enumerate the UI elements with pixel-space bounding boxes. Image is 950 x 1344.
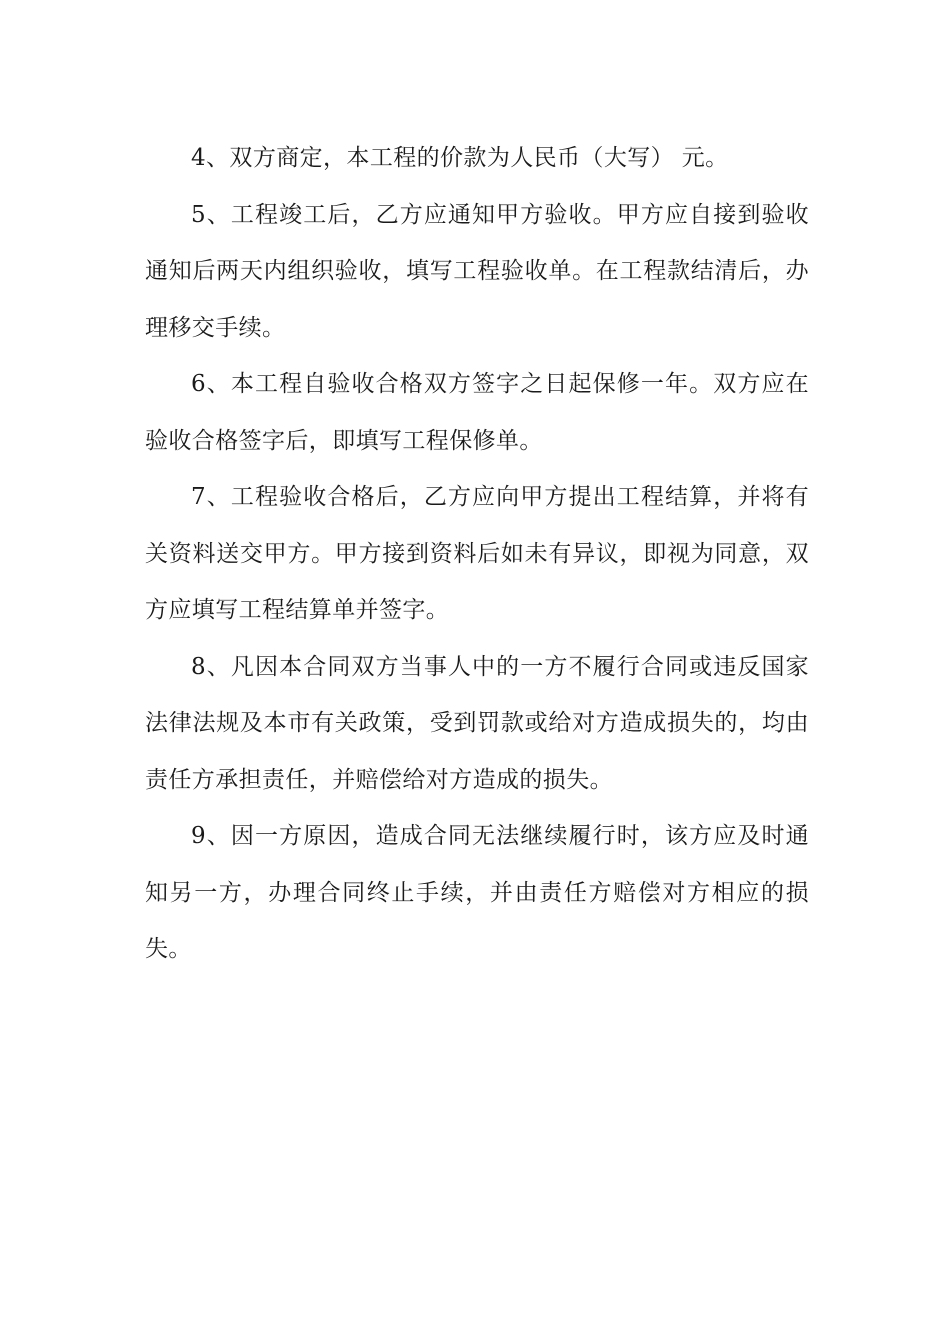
clause-6: 6、本工程自验收合格双方签字之日起保修一年。双方应在验收合格签字后，即填写工程保修单。 bbox=[145, 371, 809, 454]
clause-5: 5、工程竣工后，乙方应通知甲方验收。甲方应自接到验收通知后两天内组织验收，填写工程验收单。在工程款结清后，办理移交手续。 bbox=[145, 201, 809, 341]
clause-4: 4、双方商定，本工程的价款为人民币（大写） 元。 bbox=[191, 145, 729, 171]
clause-9: 9、因一方原因，造成合同无法继续履行时，该方应及时通知另一方，办理合同终止手续，并由责任方赔偿对方相应的损失。 bbox=[145, 823, 809, 962]
contract-body bbox=[145, 130, 809, 978]
clause-8: 8、凡因本合同双方当事人中的一方不履行合同或违反国家法律法规及本市有关政策，受到罚款或给对方造成损失的，均由责任方承担责任，并赔偿给对方造成的损失。 bbox=[145, 653, 809, 793]
clause-7: 7、工程验收合格后，乙方应向甲方提出工程结算，并将有关资料送交甲方。甲方接到资料后如未有异议，即视为同意，双方应填写工程结算单并签字。 bbox=[145, 484, 809, 623]
